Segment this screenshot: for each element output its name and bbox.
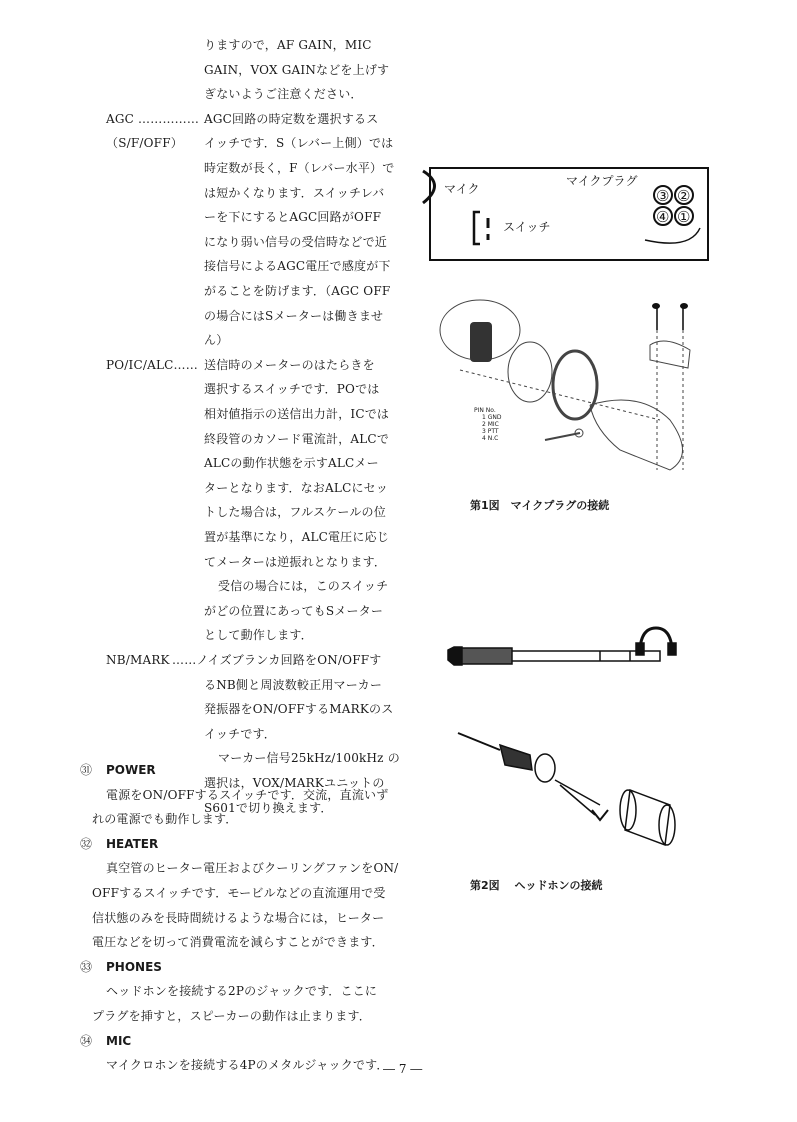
section-heading: POWER [106, 763, 156, 777]
section-number: ㉛ [80, 763, 93, 777]
text-line: 信状態のみを長時間続けるような場合には，ヒーター [92, 910, 385, 925]
mic-label: マイク [444, 182, 480, 196]
term-label: PO/IC/ALC…… [106, 357, 198, 372]
text-line: 送信時のメーターのはたらきを [204, 357, 375, 372]
text-line: ぎないようご注意ください． [204, 87, 363, 102]
pin-2-label: ② [677, 187, 691, 205]
section-number: ㉜ [80, 836, 93, 851]
text-line: プラグを挿すと，スピーカーの動作は止まります． [92, 1009, 371, 1023]
text-line: ……ノイズブランカ回路をON/OFFす [172, 653, 382, 667]
text-line: 電圧などを切って消費電流を減らすことができます． [92, 935, 384, 950]
text-line: トした場合は，フルスケールの位 [204, 505, 386, 520]
section-heading: PHONES [106, 959, 162, 974]
pin-3-label: ③ [656, 187, 670, 205]
text-line: OFFするスイッチです．モービルなどの直流運用で受 [92, 886, 386, 900]
text-line: として動作します． [204, 628, 313, 643]
text-line: 電源をON/OFFするスイッチです．交流，直流いず [106, 787, 389, 802]
text-line: るNB側と周波数較正用マーカー [204, 677, 383, 692]
term-label: （S/F/OFF） [106, 136, 183, 151]
section-heading: HEATER [106, 836, 159, 851]
text-line: てメーターは逆振れとなります． [204, 554, 387, 569]
text-line: イッチです． [204, 726, 277, 741]
figure-1-caption: 第1図 マイクプラグの接続 [470, 499, 610, 512]
text-line: AGC回路の時定数を選択するス [204, 111, 379, 126]
text-line: GAIN，VOX GAINなどを上げす [204, 62, 390, 77]
text-line: 選択するスイッチです．POでは [204, 382, 380, 397]
text-line: マイクロホンを接続する4Pのメタルジャックです． [106, 1058, 389, 1073]
pin-1-label: ① [677, 208, 691, 226]
pin-table-title: PIN No. [474, 407, 496, 414]
figure-2-caption: 第2図 ヘッドホンの接続 [470, 879, 603, 892]
section-heading: MIC [106, 1033, 132, 1048]
text-line: 相対値指示の送信出力計，ICでは [204, 407, 390, 421]
text-line: がることを防げます．（AGC OFF [204, 284, 391, 298]
text-line: になり弱い信号の受信時などで近 [204, 234, 388, 249]
pin-row: 2 MIC [482, 421, 499, 428]
text-line: 受信の場合には，このスイッチ [218, 579, 389, 594]
text-line: の場合にはSメーターは働きませ [204, 308, 384, 323]
text-line: 発振器をON/OFFするMARKのス [204, 702, 394, 717]
text-line: ALCの動作状態を示すALCメー [204, 456, 379, 471]
pin-4-label: ④ [656, 208, 670, 226]
text-line: 接信号によるAGC電圧で感度が下 [204, 259, 391, 274]
section-number: ㉞ [80, 1033, 93, 1048]
page-number: ― 7 ― [383, 1062, 423, 1076]
term-label: AGC …………… [106, 111, 200, 126]
text-line: がどの位置にあってもSメーター [204, 603, 384, 618]
text-line: 終段管のカソード電流計，ALCで [204, 431, 390, 446]
text-line: S601で切り換えます． [204, 800, 333, 815]
pin-row: 4 N.C [482, 435, 499, 442]
section-number: ㉝ [80, 959, 93, 974]
text-line: ーを下にするとAGC回路がOFF [204, 210, 382, 225]
pin-row: 3 PTT [482, 428, 499, 435]
switch-label: スイッチ [503, 220, 551, 234]
text-line: りますので，AF GAIN，MIC [204, 38, 372, 52]
text-line: イッチです．S（レバー上側）では [204, 136, 394, 151]
text-line: は短かくなります．スイッチレバ [204, 185, 385, 200]
text-line: 時定数が長く，F（レバー水平）で [204, 161, 395, 175]
text-line: 置が基準になり，ALC電圧に応じ [204, 530, 390, 544]
text-line: マーカー信号25kHz/100kHz の [218, 751, 400, 766]
text-line: れの電源でも動作します． [92, 812, 238, 827]
text-line: ヘッドホンを接続する2Pのジャックです．ここに [106, 984, 378, 999]
text-line: ターとなります．なおALCにセッ [204, 480, 389, 495]
pin-row: 1 GND [482, 414, 502, 421]
plug-label: マイクプラグ [566, 174, 638, 188]
text-line: 選択は，VOX/MARKユニットの [204, 776, 385, 790]
text-line: 真空管のヒーター電圧およびクーリングファンをON/ [106, 861, 399, 876]
term-label: NB/MARK [106, 653, 170, 667]
text-line: ん） [204, 333, 229, 348]
